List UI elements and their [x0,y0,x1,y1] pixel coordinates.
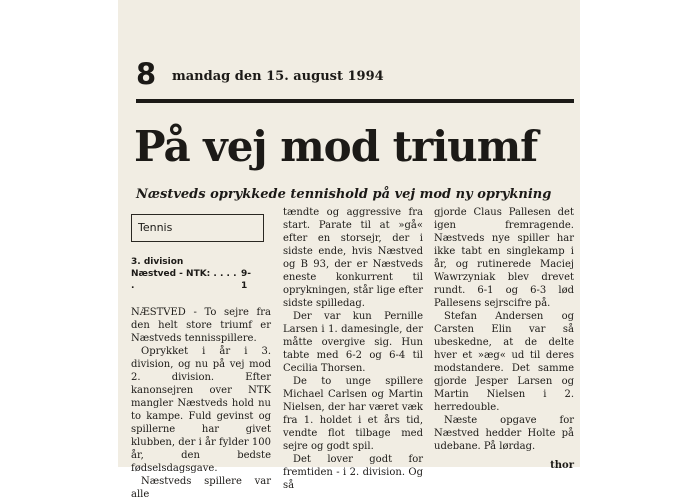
paragraph: Der var kun Pernille Larsen i 1. damesingle, der måtte overgive sig. Hun tabte med 6-2 og 6-4 til Cecilia Thorsen. [283,311,423,374]
headline: På vej mod triumf [134,122,538,171]
paragraph: Næste opgave for Næstved hedder Holte på udebane. På lørdag. [434,415,574,452]
article-column-1 [131,208,271,501]
paragraph: Stefan Andersen og Carsten Elin var så ubeskedne, at de delte hver et »æg« ud til deres modstandere. Det samme gjorde Jesper Larsen og Martin Nielsen i 2. herredouble. [434,311,574,413]
subheadline: Næstveds oprykkede tennishold på vej mod ny oprykning [136,187,552,202]
newspaper-clipping [118,0,580,500]
page-header [136,58,572,98]
paragraph: gjorde Claus Pallesen det igen fremragende. Næstveds nye spiller har ikke tabt en singlekamp i år, og rutinerede Maciej Wawrzyniak blev drevet rundt. 6-1 og 6-3 lød Pallesens sejrscifre på. [434,207,574,309]
paragraph: NÆSTVED - To sejre fra den helt store triumf er Næstveds tennisspillere. [131,307,271,344]
results-match: Næstved - NTK: . . . . . [131,269,237,291]
header-rule [136,99,574,103]
paragraph: tændte og aggressive fra start. Parate til at »gå« efter en storsejr, der i sidste ende, hvis Næstved og B 93, der er Næstveds eneste konkurrent til oprykningen, står lige efter sidste spilledag. [283,207,423,309]
results-score: 9-1 [241,269,252,291]
publication-date: mandag den 15. august 1994 [172,69,384,84]
paragraph: Oprykket i år i 3. division, og nu på vej mod 2. division. Efter kanonsejren over NTK mangler Næstveds hold nu to kampe. Fuld gevinst og spillerne har givet klubben, der i år fylder 100 år, den bedste fødselsdagsgave. [131,346,271,474]
paragraph: Det lover godt for fremtiden - i 2. division. Og så [283,454,423,491]
byline: thor [550,460,574,471]
article-column-2 [283,206,423,492]
results-box [131,256,271,292]
paragraph: De to unge spillere Michael Carlsen og Martin Nielsen, der har været væk fra 1. holdet i et års tid, vendte flot tilbage med sejre og godt spil. [283,376,423,452]
results-match-line [131,268,257,292]
section-label: Tennis [131,214,264,242]
article-column-3 [434,206,574,472]
results-division: 3. division [131,257,184,267]
paragraph: Næstveds spillere var alle [131,476,271,500]
page-number: 8 [136,57,157,91]
